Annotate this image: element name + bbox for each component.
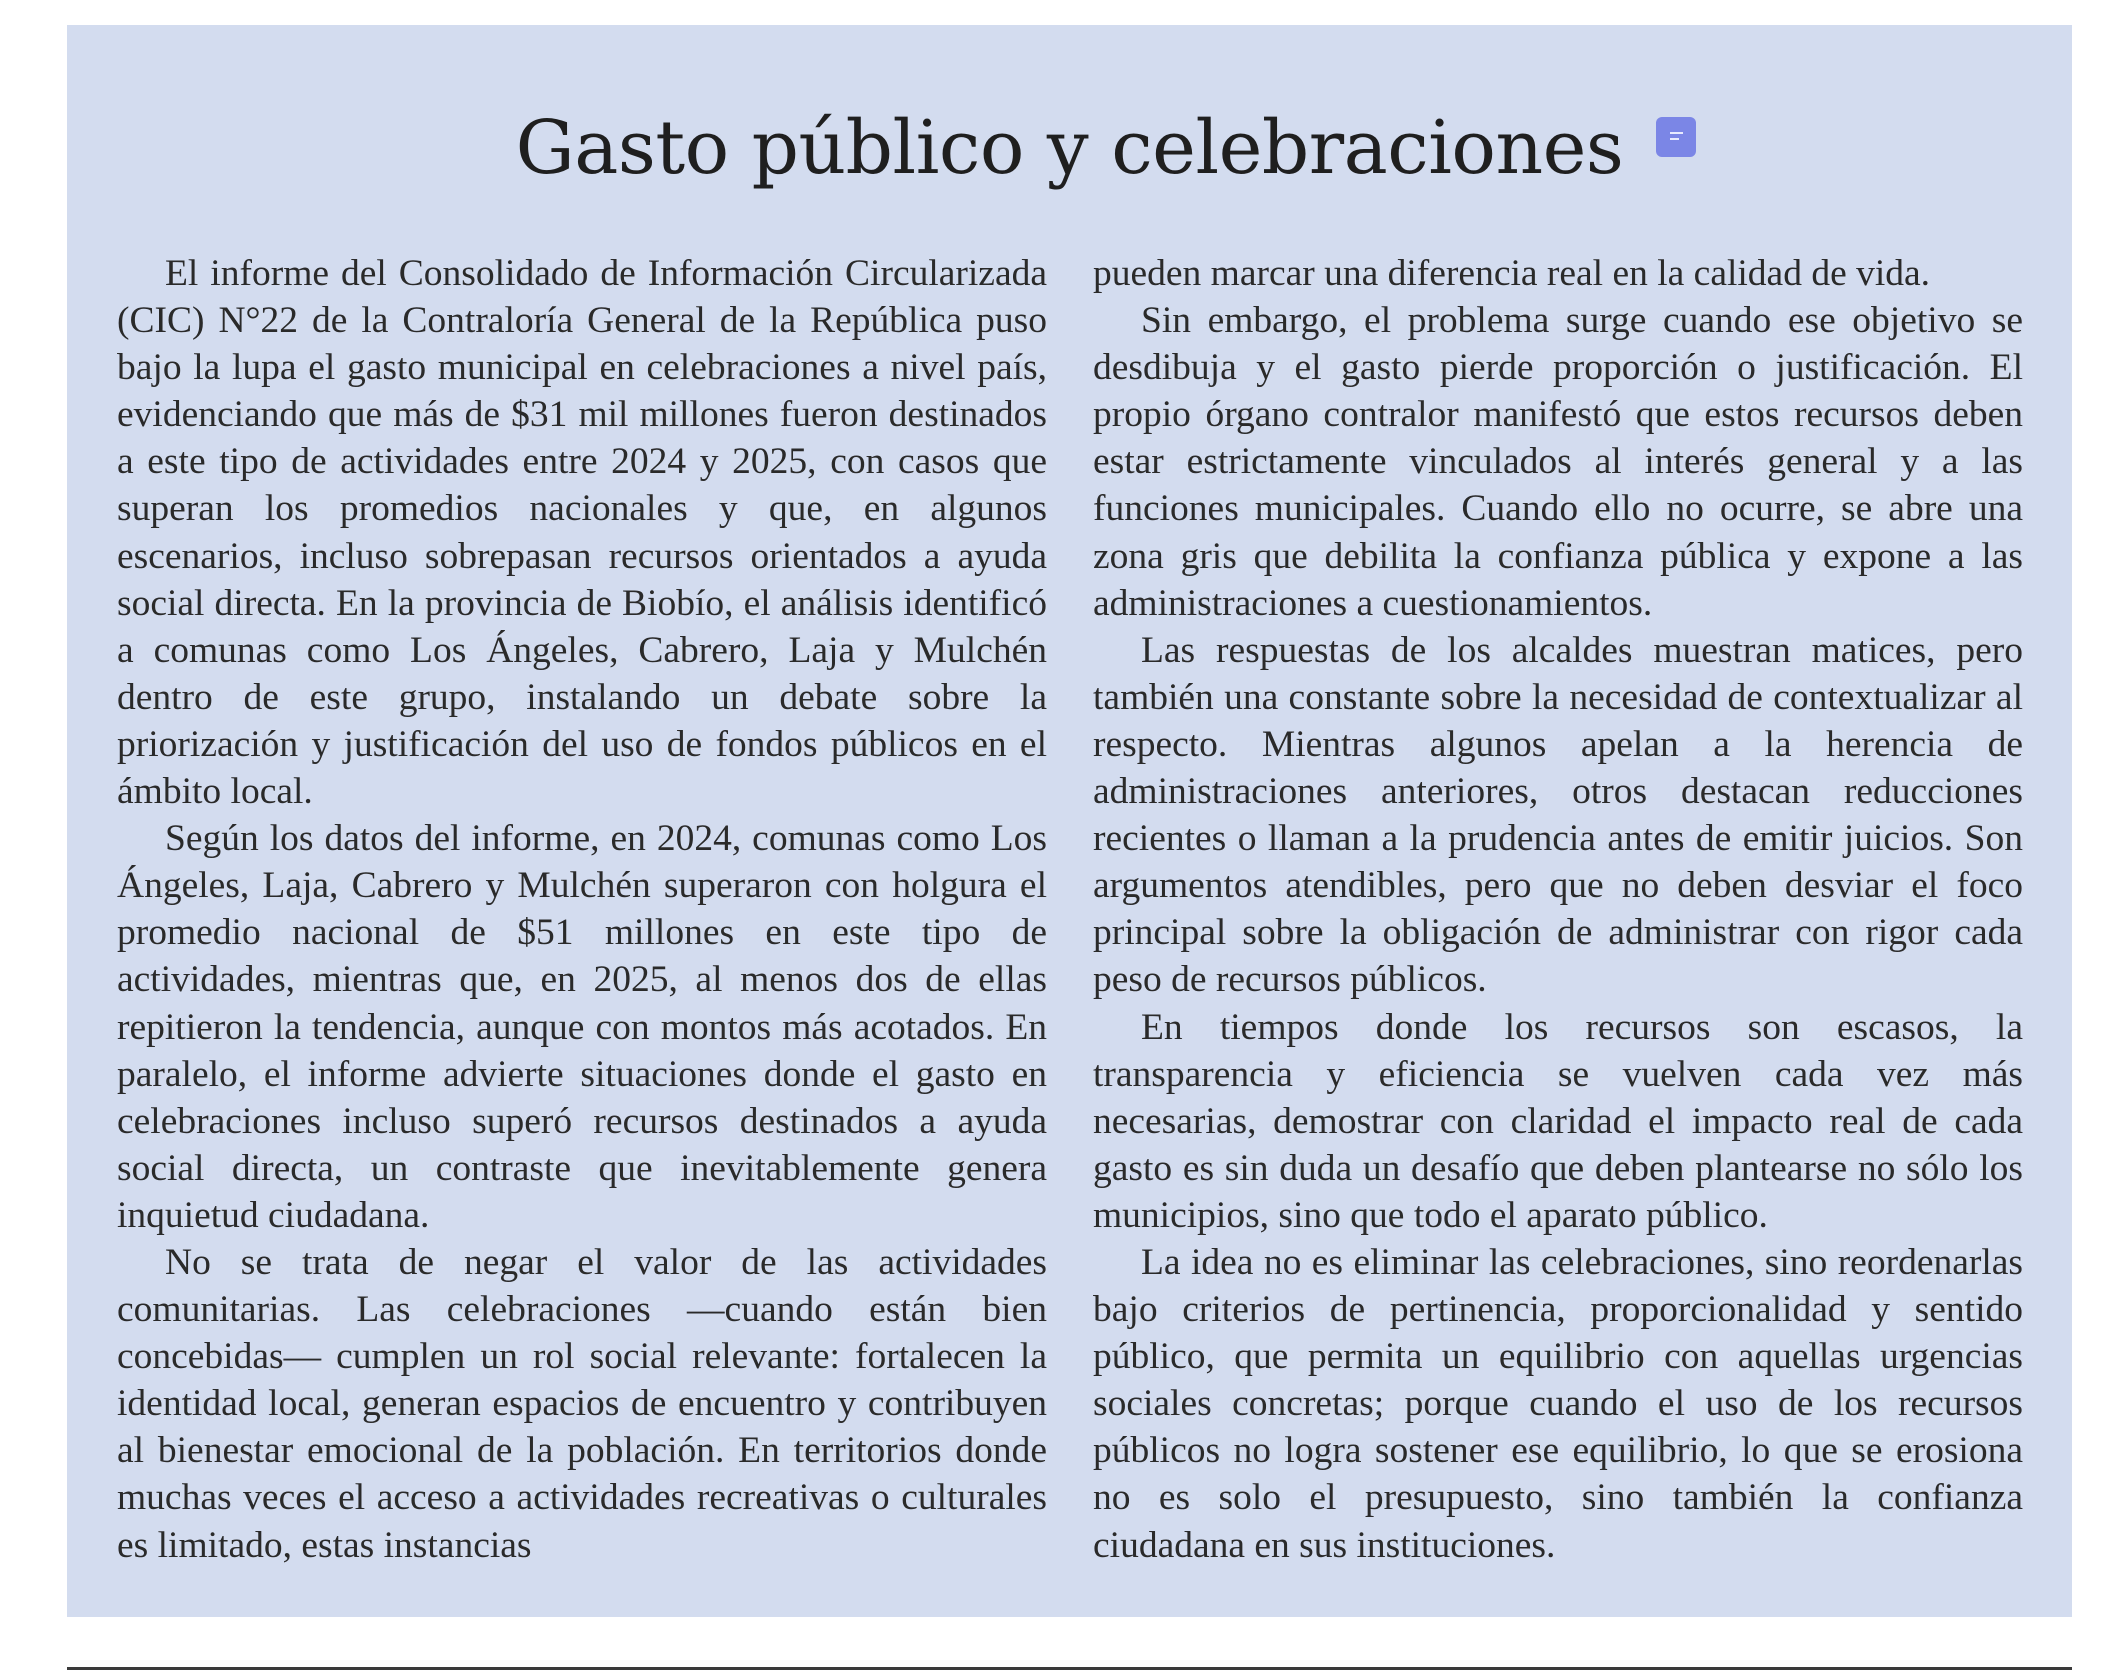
paragraph: Según los datos del informe, en 2024, comunas como Los Ángeles, Laja, Cabrero y Mulchén superaron con holgura el promedio nacional de $51 millones en este tipo de actividades, mientras que, en 2025, al menos dos de ellas repitieron la tendencia, aunque con montos más acotados. En paralelo, el informe advierte situaciones donde el gasto en celebraciones incluso superó recursos destinados a ayuda social directa, un contraste que inevitablemente genera inquietud ciudadana.	[117, 818, 1047, 1236]
bottom-rule	[67, 1667, 2072, 1670]
right-column	[1093, 250, 2023, 1569]
left-column	[117, 250, 1047, 1569]
paragraph: La idea no es eliminar las celebraciones, sino reordenarlas bajo criterios de pertinencia, proporcionalidad y sentido público, que permita un equilibrio con aquellas urgencias sociales concretas; porque cuando el uso de los recursos públicos no logra sostener ese equilibrio, lo que se erosiona no es solo el presupuesto, sino también la confianza ciudadana en sus instituciones.	[1093, 1241, 2023, 1566]
paragraph: Las respuestas de los alcaldes muestran matices, pero también una constante sobre la necesidad de contextualizar al respecto. Mientras algunos apelan a la herencia de administraciones anteriores, otros destacan reducciones recientes o llaman a la prudencia antes de emitir juicios. Son argumentos atendibles, pero que no deben desviar el foco principal sobre la obligación de administrar con rigor cada peso de recursos públicos.	[1093, 629, 2023, 1001]
note-icon[interactable]	[1656, 117, 1696, 157]
paragraph: Sin embargo, el problema surge cuando ese objetivo se desdibuja y el gasto pierde proporción o justificación. El propio órgano contralor manifestó que estos recursos deben estar estrictamente vinculados al interés general y a las funciones municipales. Cuando ello no ocurre, se abre una zona gris que debilita la confianza pública y expone a las administraciones a cuestionamientos.	[1093, 300, 2023, 624]
paragraph-continued: pueden marcar una diferencia real en la calidad de vida.	[1093, 253, 1931, 294]
paragraph: El informe del Consolidado de Información Circularizada (CIC) N°22 de la Contraloría General de la República puso bajo la lupa el gasto municipal en celebraciones a nivel país, evidenciando que más de $31 mil millones fueron destinados a este tipo de actividades entre 2024 y 2025, con casos que superan los promedios nacionales y que, en algunos escenarios, incluso sobrepasan recursos orientados a ayuda social directa. En la provincia de Biobío, el análisis identificó a comunas como Los Ángeles, Cabrero, Laja y Mulchén dentro de este grupo, instalando un debate sobre la priorización y justificación del uso de fondos públicos en el ámbito local.	[117, 253, 1047, 813]
paragraph: En tiempos donde los recursos son escasos, la transparencia y eficiencia se vuelven cada vez más necesarias, demostrar con claridad el impacto real de cada gasto es sin duda un desafío que deben plantearse no sólo los municipios, sino que todo el aparato público.	[1093, 1006, 2023, 1236]
paragraph: No se trata de negar el valor de las actividades comunitarias. Las celebraciones —cuando están bien concebidas— cumplen un rol social relevante: fortalecen la identidad local, generan espacios de encuentro y contribuyen al bienestar emocional de la población. En territorios donde muchas veces el acceso a actividades recreativas o culturales es limitado, estas instancias	[117, 1241, 1047, 1566]
title-row	[67, 105, 2072, 191]
article-panel	[67, 25, 2072, 1617]
article-title: Gasto público y celebraciones	[515, 105, 1624, 191]
